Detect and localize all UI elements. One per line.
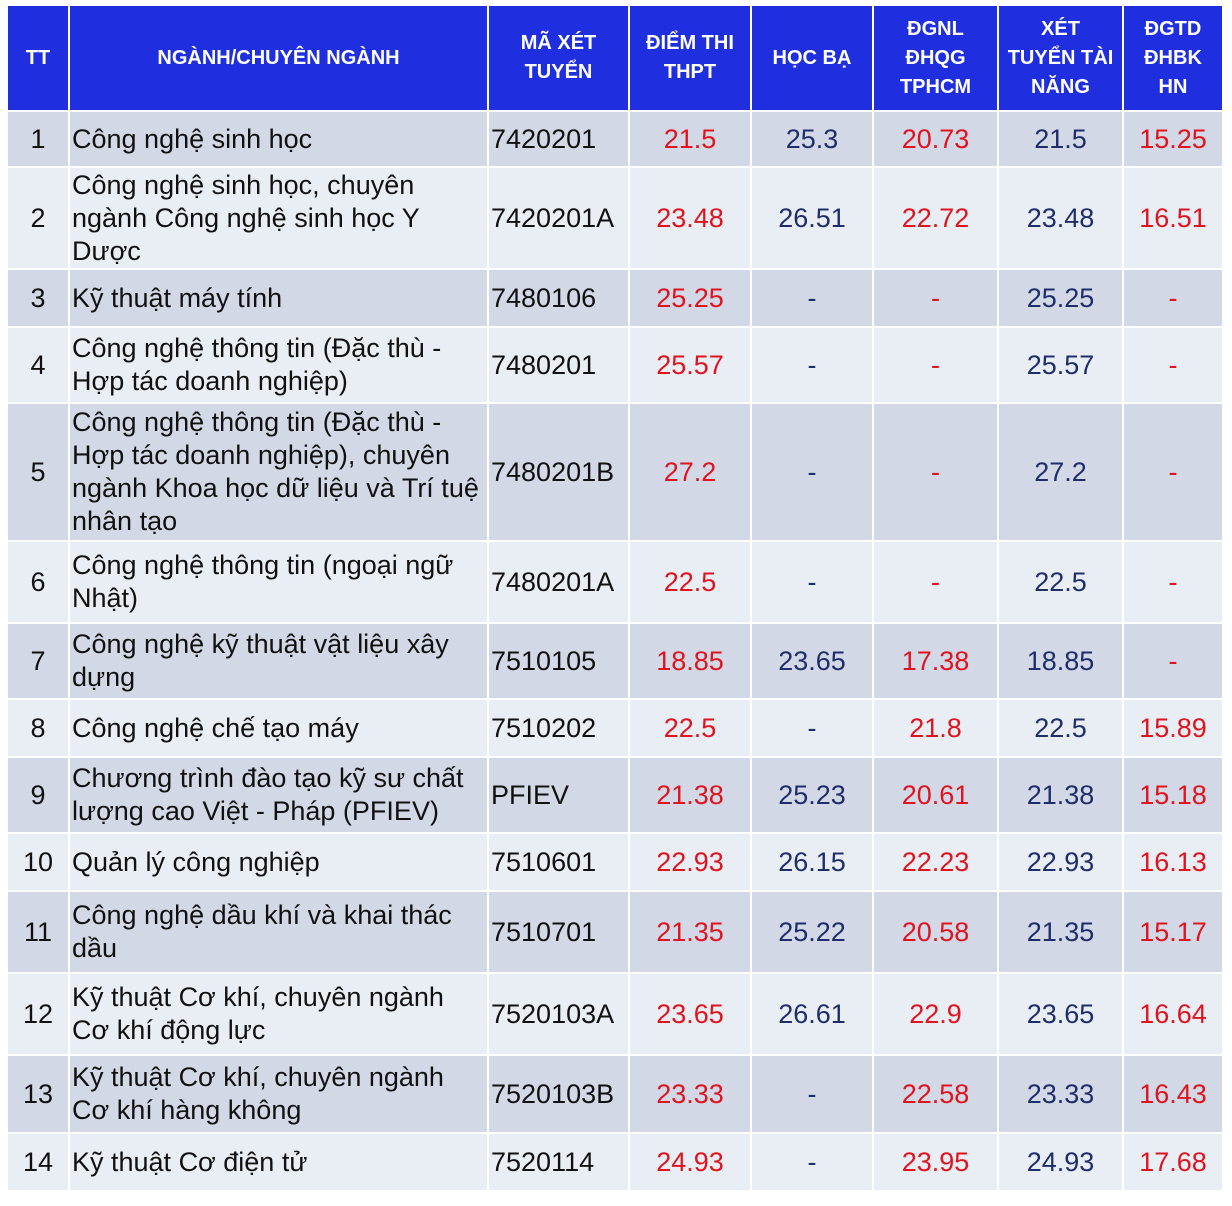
row-number: 13 <box>7 1055 69 1133</box>
score-dgnl: - <box>873 403 998 541</box>
row-number: 9 <box>7 757 69 833</box>
score-talent: 22.93 <box>998 833 1123 891</box>
row-number: 8 <box>7 699 69 757</box>
score-dgtd: - <box>1123 623 1223 699</box>
row-number: 7 <box>7 623 69 699</box>
major-name: Công nghệ thông tin (Đặc thù - Hợp tác doanh nghiệp), chuyên ngành Khoa học dữ liệu và Trí tuệ nhân tạo <box>69 403 488 541</box>
header-talent: XÉT TUYỂN TÀI NĂNG <box>998 5 1123 111</box>
score-dgnl: 17.38 <box>873 623 998 699</box>
table-row <box>7 757 1223 833</box>
score-thpt: 18.85 <box>629 623 751 699</box>
header-tt: TT <box>7 5 69 111</box>
score-thpt: 22.5 <box>629 699 751 757</box>
table-row <box>7 833 1223 891</box>
score-dgnl: - <box>873 541 998 623</box>
score-thpt: 21.38 <box>629 757 751 833</box>
table-row <box>7 541 1223 623</box>
score-dgnl: 22.58 <box>873 1055 998 1133</box>
row-number: 10 <box>7 833 69 891</box>
score-talent: 23.65 <box>998 973 1123 1055</box>
row-number: 5 <box>7 403 69 541</box>
score-dgtd: 16.13 <box>1123 833 1223 891</box>
score-talent: 18.85 <box>998 623 1123 699</box>
table-body <box>7 111 1223 1191</box>
major-code: 7420201A <box>488 167 629 269</box>
major-name: Kỹ thuật máy tính <box>69 269 488 327</box>
score-talent: 25.25 <box>998 269 1123 327</box>
score-talent: 24.93 <box>998 1133 1123 1191</box>
major-name: Kỹ thuật Cơ khí, chuyên ngành Cơ khí hàng không <box>69 1055 488 1133</box>
major-code: 7510105 <box>488 623 629 699</box>
major-name: Công nghệ kỹ thuật vật liệu xây dựng <box>69 623 488 699</box>
major-code: 7520103B <box>488 1055 629 1133</box>
score-hocba: 25.22 <box>751 891 873 973</box>
score-dgtd: - <box>1123 403 1223 541</box>
score-hocba: - <box>751 1133 873 1191</box>
major-name: Công nghệ thông tin (Đặc thù - Hợp tác doanh nghiệp) <box>69 327 488 403</box>
header-code: MÃ XÉT TUYỂN <box>488 5 629 111</box>
score-dgtd: 15.18 <box>1123 757 1223 833</box>
row-number: 1 <box>7 111 69 167</box>
table-row <box>7 623 1223 699</box>
score-talent: 22.5 <box>998 699 1123 757</box>
score-dgnl: 21.8 <box>873 699 998 757</box>
score-thpt: 24.93 <box>629 1133 751 1191</box>
row-number: 3 <box>7 269 69 327</box>
score-thpt: 23.33 <box>629 1055 751 1133</box>
score-dgtd: - <box>1123 327 1223 403</box>
major-code: 7510701 <box>488 891 629 973</box>
score-dgtd: - <box>1123 269 1223 327</box>
major-name: Chương trình đào tạo kỹ sư chất lượng cao Việt - Pháp (PFIEV) <box>69 757 488 833</box>
major-code: 7520114 <box>488 1133 629 1191</box>
header-dgnl: ĐGNL ĐHQG TPHCM <box>873 5 998 111</box>
score-dgtd: 16.64 <box>1123 973 1223 1055</box>
row-number: 12 <box>7 973 69 1055</box>
header-major: NGÀNH/CHUYÊN NGÀNH <box>69 5 488 111</box>
score-hocba: - <box>751 541 873 623</box>
score-dgnl: - <box>873 327 998 403</box>
score-dgnl: 22.9 <box>873 973 998 1055</box>
score-talent: 23.33 <box>998 1055 1123 1133</box>
row-number: 6 <box>7 541 69 623</box>
major-code: PFIEV <box>488 757 629 833</box>
score-thpt: 23.48 <box>629 167 751 269</box>
major-name: Công nghệ dầu khí và khai thác dầu <box>69 891 488 973</box>
table-row <box>7 403 1223 541</box>
major-name: Quản lý công nghiệp <box>69 833 488 891</box>
table-row <box>7 269 1223 327</box>
header-hocba: HỌC BẠ <box>751 5 873 111</box>
score-hocba: - <box>751 403 873 541</box>
score-talent: 21.5 <box>998 111 1123 167</box>
admission-scores-table <box>6 4 1224 1192</box>
score-dgtd: - <box>1123 541 1223 623</box>
score-dgnl: - <box>873 269 998 327</box>
major-code: 7510601 <box>488 833 629 891</box>
row-number: 14 <box>7 1133 69 1191</box>
score-hocba: 25.3 <box>751 111 873 167</box>
score-dgnl: 20.73 <box>873 111 998 167</box>
table-row <box>7 699 1223 757</box>
score-thpt: 27.2 <box>629 403 751 541</box>
major-code: 7420201 <box>488 111 629 167</box>
major-code: 7480106 <box>488 269 629 327</box>
score-dgtd: 15.89 <box>1123 699 1223 757</box>
header-thpt: ĐIỂM THI THPT <box>629 5 751 111</box>
score-dgtd: 16.51 <box>1123 167 1223 269</box>
table-header-row <box>7 5 1223 111</box>
major-code: 7520103A <box>488 973 629 1055</box>
header-dgtd: ĐGTD ĐHBK HN <box>1123 5 1223 111</box>
table-row <box>7 973 1223 1055</box>
score-talent: 22.5 <box>998 541 1123 623</box>
major-name: Kỹ thuật Cơ điện tử <box>69 1133 488 1191</box>
score-hocba: 26.61 <box>751 973 873 1055</box>
score-hocba: 26.15 <box>751 833 873 891</box>
score-talent: 21.38 <box>998 757 1123 833</box>
table-row <box>7 891 1223 973</box>
score-dgnl: 22.72 <box>873 167 998 269</box>
score-talent: 21.35 <box>998 891 1123 973</box>
score-hocba: - <box>751 327 873 403</box>
score-hocba: - <box>751 269 873 327</box>
score-talent: 23.48 <box>998 167 1123 269</box>
score-dgtd: 16.43 <box>1123 1055 1223 1133</box>
score-hocba: - <box>751 699 873 757</box>
score-hocba: 23.65 <box>751 623 873 699</box>
major-name: Công nghệ sinh học, chuyên ngành Công nghệ sinh học Y Dược <box>69 167 488 269</box>
row-number: 4 <box>7 327 69 403</box>
score-dgtd: 15.17 <box>1123 891 1223 973</box>
score-dgnl: 22.23 <box>873 833 998 891</box>
major-code: 7480201B <box>488 403 629 541</box>
score-thpt: 21.35 <box>629 891 751 973</box>
table-row <box>7 1055 1223 1133</box>
score-thpt: 23.65 <box>629 973 751 1055</box>
score-dgnl: 23.95 <box>873 1133 998 1191</box>
page-bottom-edge <box>0 1196 1232 1206</box>
score-dgtd: 15.25 <box>1123 111 1223 167</box>
major-code: 7510202 <box>488 699 629 757</box>
score-hocba: - <box>751 1055 873 1133</box>
row-number: 2 <box>7 167 69 269</box>
score-dgtd: 17.68 <box>1123 1133 1223 1191</box>
admission-table-container <box>6 4 1222 1192</box>
score-talent: 25.57 <box>998 327 1123 403</box>
major-name: Công nghệ chế tạo máy <box>69 699 488 757</box>
table-row <box>7 327 1223 403</box>
score-thpt: 21.5 <box>629 111 751 167</box>
score-thpt: 25.25 <box>629 269 751 327</box>
major-name: Công nghệ sinh học <box>69 111 488 167</box>
table-row <box>7 111 1223 167</box>
score-thpt: 25.57 <box>629 327 751 403</box>
score-talent: 27.2 <box>998 403 1123 541</box>
major-code: 7480201A <box>488 541 629 623</box>
major-name: Kỹ thuật Cơ khí, chuyên ngành Cơ khí động lực <box>69 973 488 1055</box>
table-row <box>7 167 1223 269</box>
row-number: 11 <box>7 891 69 973</box>
score-dgnl: 20.58 <box>873 891 998 973</box>
score-dgnl: 20.61 <box>873 757 998 833</box>
score-thpt: 22.93 <box>629 833 751 891</box>
score-hocba: 25.23 <box>751 757 873 833</box>
score-hocba: 26.51 <box>751 167 873 269</box>
major-code: 7480201 <box>488 327 629 403</box>
table-row <box>7 1133 1223 1191</box>
major-name: Công nghệ thông tin (ngoại ngữ Nhật) <box>69 541 488 623</box>
score-thpt: 22.5 <box>629 541 751 623</box>
